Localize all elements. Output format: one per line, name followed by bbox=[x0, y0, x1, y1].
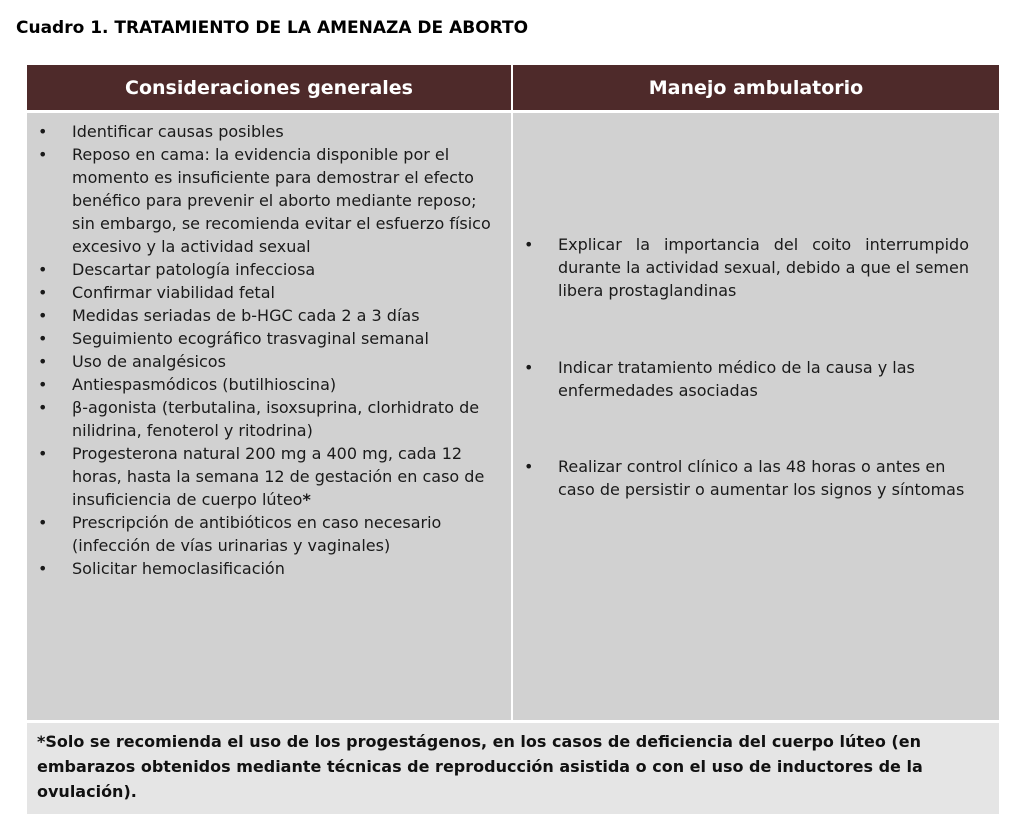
list-item: • Seguimiento ecográfico trasvaginal semanal bbox=[35, 327, 501, 350]
table-header-row bbox=[27, 65, 999, 110]
outpatient-management-cell bbox=[513, 113, 999, 720]
table-body-row bbox=[27, 113, 999, 720]
general-considerations-cell bbox=[27, 113, 513, 720]
list-item: • Realizar control clínico a las 48 horas o antes en caso de persistir o aumentar los signos y síntomas bbox=[513, 455, 979, 501]
table-footnote: *Solo se recomienda el uso de los progestágenos, en los casos de deficiencia del cuerpo lúteo (en embarazos obtenidos mediante técnicas de reproducción asistida o con el uso de inductores de la ovulación). bbox=[27, 723, 999, 814]
treatment-table bbox=[27, 65, 999, 814]
list-item: • Progesterona natural 200 mg a 400 mg, cada 12 horas, hasta la semana 12 de gestación en caso de insuficiencia de cuerpo lúteo* bbox=[35, 442, 501, 511]
header-general-considerations: Consideraciones generales bbox=[27, 65, 513, 110]
list-item: • Uso de analgésicos bbox=[35, 350, 501, 373]
list-item: • Solicitar hemoclasificación bbox=[35, 557, 501, 580]
table-caption: Cuadro 1. TRATAMIENTO DE LA AMENAZA DE ABORTO bbox=[16, 18, 529, 38]
list-item: • Identificar causas posibles bbox=[35, 120, 501, 143]
list-item: • Explicar la importancia del coito interrumpido durante la actividad sexual, debido a que el semen libera prostaglandinas bbox=[513, 233, 979, 302]
list-item: • Descartar patología infecciosa bbox=[35, 258, 501, 281]
header-outpatient-management: Manejo ambulatorio bbox=[513, 65, 999, 110]
general-considerations-list bbox=[35, 120, 501, 580]
list-item: • Prescripción de antibióticos en caso necesario (infección de vías urinarias y vaginales) bbox=[35, 511, 501, 557]
list-item: • Antiespasmódicos (butilhioscina) bbox=[35, 373, 501, 396]
list-item: • β-agonista (terbutalina, isoxsuprina, clorhidrato de nilidrina, fenoterol y ritodrina) bbox=[35, 396, 501, 442]
list-item: • Indicar tratamiento médico de la causa y las enfermedades asociadas bbox=[513, 356, 979, 402]
list-item: • Reposo en cama: la evidencia disponible por el momento es insuficiente para demostrar el efecto benéfico para prevenir el aborto mediante reposo; sin embargo, se recomienda evitar el esfuerzo físico excesivo y la actividad sexual bbox=[35, 143, 501, 258]
footnote-asterisk: * bbox=[302, 490, 311, 509]
list-item: • Medidas seriadas de b-HGC cada 2 a 3 días bbox=[35, 304, 501, 327]
list-item: • Confirmar viabilidad fetal bbox=[35, 281, 501, 304]
